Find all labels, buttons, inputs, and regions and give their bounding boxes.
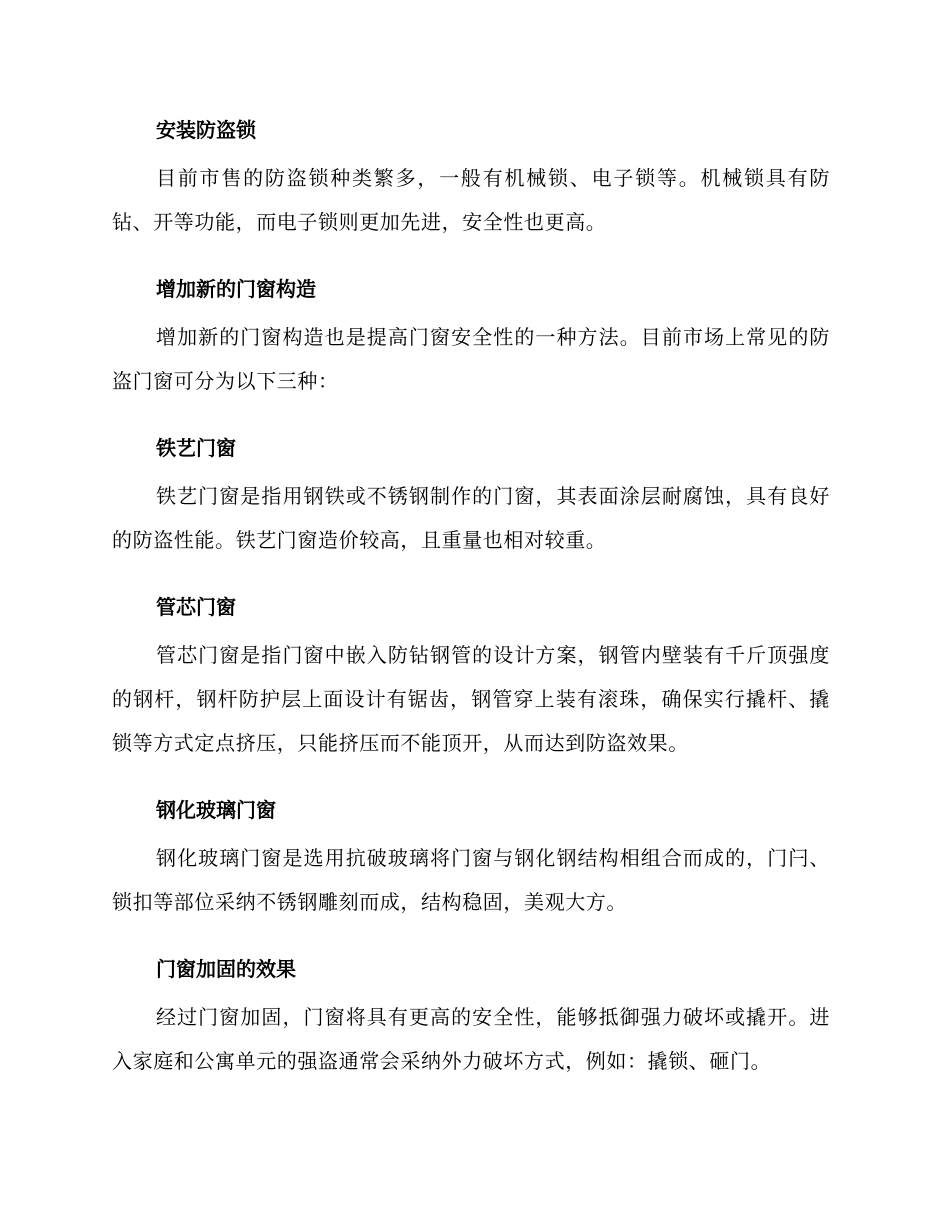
section-paragraph-tube-core: 管芯门窗是指门窗中嵌入防钻钢管的设计方案，钢管内壁装有千斤顶强度的钢杆，钢杆防护层上面设计有锯齿，钢管穿上装有滚珠，确保实行撬杆、撬锁等方式定点挤压，只能挤压而不能顶开，从而达到防盗效果。 <box>112 643 830 755</box>
section-paragraph-reinforcement-effect: 经过门窗加固，门窗将具有更高的安全性，能够抵御强力破坏或撬开。进入家庭和公寓单元的强盗通常会采纳外力破坏方式，例如：撬锁、砸门。 <box>112 1005 830 1073</box>
section-heading-wrought-iron: 铁艺门窗 <box>156 436 236 460</box>
section-paragraph-wrought-iron: 铁艺门窗是指用钢铁或不锈钢制作的门窗，其表面涂层耐腐蚀，具有良好的防盗性能。铁艺门窗造价较高，且重量也相对较重。 <box>112 484 830 552</box>
section-heading-new-structure: 增加新的门窗构造 <box>156 277 316 301</box>
section-heading-anti-theft-lock: 安装防盗锁 <box>156 118 256 142</box>
section-heading-reinforcement-effect: 门窗加固的效果 <box>156 957 296 981</box>
document-body <box>112 108 830 1083</box>
section-paragraph-tempered-glass: 钢化玻璃门窗是选用抗破玻璃将门窗与钢化钢结构相组合而成的，门闩、锁扣等部位采纳不锈钢雕刻而成，结构稳固，美观大方。 <box>112 846 830 914</box>
section-paragraph-anti-theft-lock: 目前市售的防盗锁种类繁多，一般有机械锁、电子锁等。机械锁具有防钻、开等功能，而电子锁则更加先进，安全性也更高。 <box>112 166 830 234</box>
section-heading-tube-core: 管芯门窗 <box>156 595 236 619</box>
section-heading-tempered-glass: 钢化玻璃门窗 <box>156 798 276 822</box>
section-paragraph-new-structure: 增加新的门窗构造也是提高门窗安全性的一种方法。目前市场上常见的防盗门窗可分为以下三种： <box>112 325 830 393</box>
